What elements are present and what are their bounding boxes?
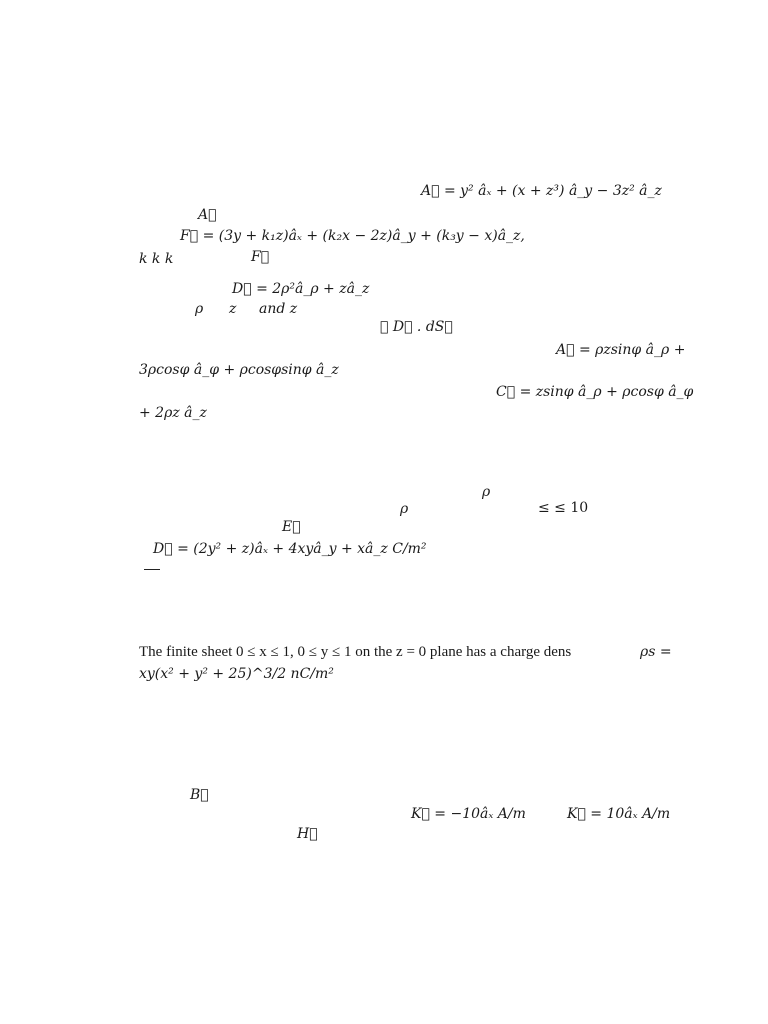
charge-density-expression: xy(x² + y² + 25)^3/2 nC/m² xyxy=(139,666,334,682)
surface-current-k1: K⃗ = −10âₓ A/m xyxy=(411,806,526,822)
surface-current-k2: K⃗ = 10âₓ A/m xyxy=(567,806,671,822)
constants-k: k k k xyxy=(139,251,174,267)
inequality-range: ≤ ≤ 10 xyxy=(538,500,589,516)
vector-f-symbol: F⃗ xyxy=(251,249,270,265)
vector-d-cartesian: D⃗ = (2y² + z)âₓ + 4xyâ_y + xâ_z C/m² xyxy=(153,541,427,557)
rho-s-label: ρs = xyxy=(640,644,672,660)
vector-f-equation: F⃗ = (3y + k₁z)âₓ + (k₂x − 2z)â_y + (k₃y − x)â_z, xyxy=(180,228,525,244)
vector-c-part2: + 2ρz â_z xyxy=(139,405,207,421)
vector-e-symbol: E⃗ xyxy=(282,519,301,535)
vector-h-symbol: H⃗ xyxy=(297,826,318,842)
symbol-rho: ρ xyxy=(195,301,204,317)
and-z-text: and z xyxy=(259,301,298,317)
vector-a-symbol: A⃗ xyxy=(198,207,217,223)
vector-a-cartesian: A⃗ = y² âₓ + (x + z³) â_y − 3z² â_z xyxy=(421,183,662,199)
short-rule xyxy=(144,569,160,570)
finite-sheet-text: The finite sheet 0 ≤ x ≤ 1, 0 ≤ y ≤ 1 on the z = 0 plane has a charge dens xyxy=(139,644,572,660)
symbol-rho-3: ρ xyxy=(400,501,409,517)
symbol-rho-2: ρ xyxy=(482,484,491,500)
surface-integral: ∯ D⃗ . dS⃗ xyxy=(380,319,453,335)
symbol-z: z xyxy=(229,301,237,317)
vector-a-cylindrical-part1: A⃗ = ρzsinφ â_ρ + xyxy=(556,342,686,358)
vector-a-cylindrical-part2: 3ρcosφ â_φ + ρcosφsinφ â_z xyxy=(139,362,339,378)
vector-d-cylindrical: D⃗ = 2ρ²â_ρ + zâ_z xyxy=(232,281,370,297)
vector-b-symbol: B⃗ xyxy=(190,787,209,803)
vector-c-part1: C⃗ = zsinφ â_ρ + ρcosφ â_φ xyxy=(496,384,694,400)
